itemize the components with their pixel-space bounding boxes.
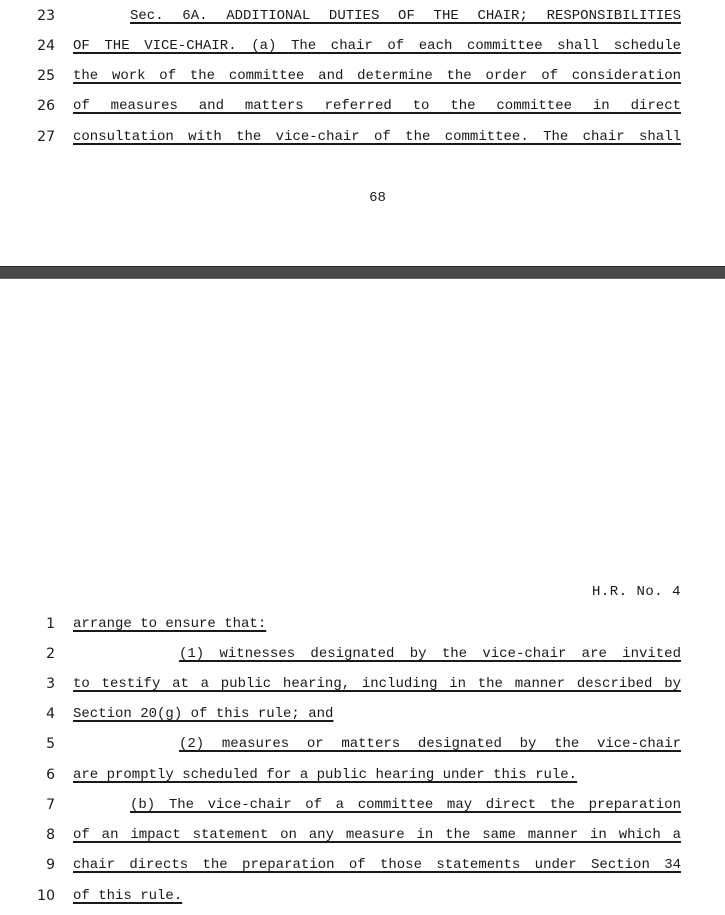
line-number: 23	[37, 8, 55, 24]
document-line	[0, 6, 725, 30]
line-text	[73, 36, 681, 60]
line-number: 10	[37, 888, 55, 904]
document-line	[0, 886, 725, 910]
line-text	[73, 66, 681, 90]
document-line	[0, 674, 725, 698]
line-number: 24	[37, 38, 55, 54]
bill-number-header: H.R. No. 4	[591, 584, 681, 600]
document-line	[0, 96, 725, 120]
document-line	[0, 734, 725, 758]
underlined-text: Section 20(g) of this rule; and	[73, 706, 334, 722]
underlined-text: Sec. 6A. ADDITIONAL DUTIES OF THE CHAIR; RESPONSIBILITIES	[130, 8, 681, 24]
document-line	[0, 614, 725, 638]
line-number: 27	[37, 129, 55, 145]
line-text	[73, 6, 681, 30]
underlined-text: (b) The vice-chair of a committee may direct the preparation	[130, 797, 681, 813]
line-text	[73, 734, 681, 758]
underlined-text: to testify at a public hearing, including in the manner described by	[73, 676, 681, 692]
underlined-text: the work of the committee and determine the order of consideration	[73, 68, 681, 84]
line-text	[73, 674, 681, 698]
line-text	[73, 96, 681, 120]
line-text	[73, 855, 681, 879]
line-number: 6	[46, 767, 55, 783]
underlined-text: chair directs the preparation of those statements under Section 34	[73, 857, 681, 873]
document-line	[0, 36, 725, 60]
line-number: 9	[46, 857, 55, 873]
document-line	[0, 127, 725, 151]
underlined-text: consultation with the vice-chair of the committee. The chair shall	[73, 129, 681, 145]
page-number: 68	[369, 190, 386, 206]
document-line	[0, 66, 725, 90]
line-text	[73, 614, 681, 634]
document-line	[0, 704, 725, 728]
line-number: 26	[37, 98, 55, 114]
underlined-text: of an impact statement on any measure in the same manner in which a	[73, 827, 681, 843]
line-text	[73, 127, 681, 151]
underlined-text: OF THE VICE-CHAIR. (a) The chair of each committee shall schedule	[73, 38, 681, 54]
line-text	[73, 765, 681, 785]
document-line	[0, 644, 725, 668]
underlined-text: are promptly scheduled for a public hearing under this rule.	[73, 767, 578, 783]
line-text	[73, 644, 681, 668]
line-text	[73, 704, 681, 724]
line-text	[73, 825, 681, 849]
line-number: 7	[46, 797, 55, 813]
line-number: 4	[46, 706, 55, 722]
line-text	[73, 795, 681, 819]
document-page-top	[0, 0, 725, 266]
document-line	[0, 765, 725, 789]
document-line	[0, 855, 725, 879]
line-number: 2	[46, 646, 55, 662]
underlined-text: arrange to ensure that:	[73, 616, 267, 632]
underlined-text: of this rule.	[73, 888, 183, 904]
underlined-text: (2) measures or matters designated by the vice-chair	[179, 736, 681, 752]
line-text	[73, 886, 681, 906]
line-number: 25	[37, 68, 55, 84]
page-separator	[0, 266, 725, 279]
line-number: 3	[46, 676, 55, 692]
line-number: 8	[46, 827, 55, 843]
line-number: 5	[46, 736, 55, 752]
underlined-text: (1) witnesses designated by the vice-chair are invited	[179, 646, 681, 662]
underlined-text: of measures and matters referred to the committee in direct	[73, 98, 681, 114]
document-line	[0, 825, 725, 849]
line-number: 1	[46, 616, 55, 632]
document-line	[0, 795, 725, 819]
